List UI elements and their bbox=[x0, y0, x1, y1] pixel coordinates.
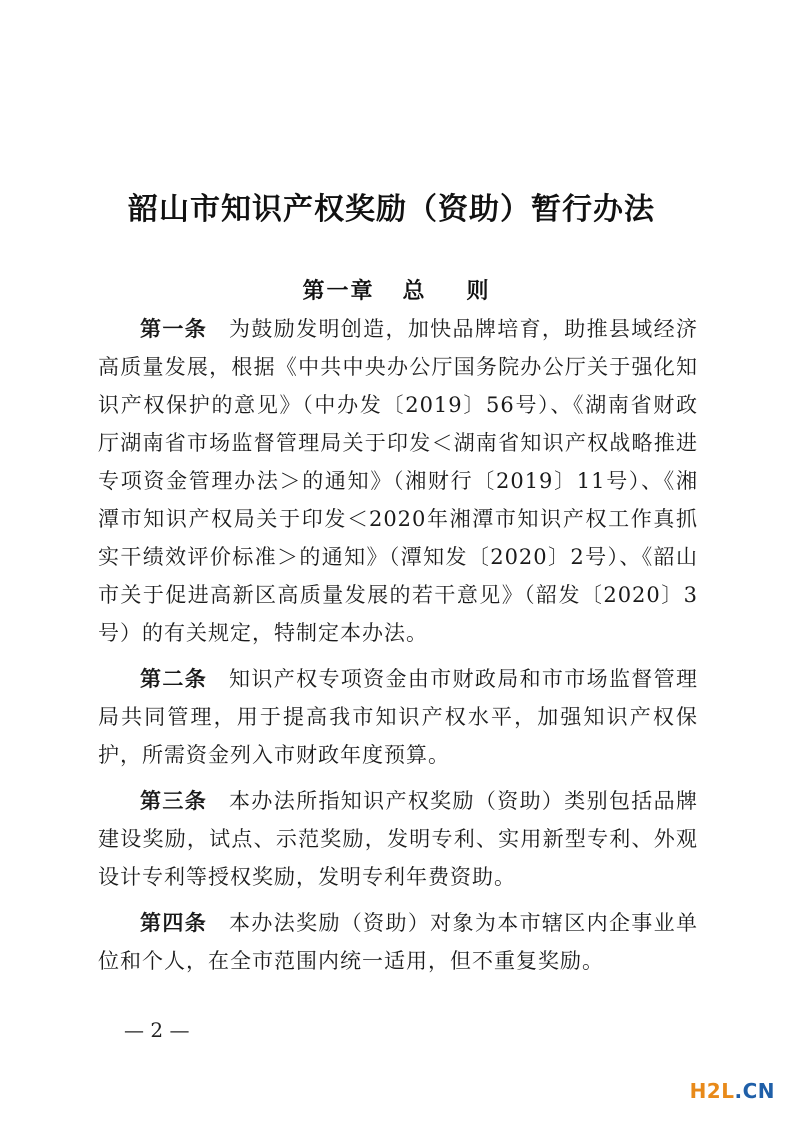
article-text: 本办法奖励（资助）对象为本市辖区内企事业单位和个人，在全市范围内统一适用，但不重复奖励。 bbox=[98, 911, 699, 973]
article-2 bbox=[98, 660, 698, 774]
chapter-heading bbox=[0, 274, 793, 305]
article-label: 第三条 bbox=[140, 788, 208, 813]
watermark-part-dot: . bbox=[734, 1079, 743, 1103]
site-watermark-logo bbox=[690, 1079, 775, 1103]
article-1 bbox=[98, 310, 698, 652]
document-body bbox=[98, 310, 698, 988]
article-4 bbox=[98, 904, 698, 980]
chapter-word-1: 总 bbox=[402, 278, 427, 304]
article-text: 为鼓励发明创造，加快品牌培育，助推县域经济高质量发展，根据《中共中央办公厅国务院办公厅关于强化知识产权保护的意见》（中办发〔2019〕56号）、《湖南省财政厅湖南省市场监督管理局关于印发＜湖南省知识产权战略推进专项资金管理办法＞的通知》（湘财行〔2019〕11号）、《湘潭市知识产权局关于印发＜2020年湘潭市知识产权工作真抓实干绩效评价标准＞的通知》（潭知发〔2020〕2号）、《韶山市关于促进高新区高质量发展的若干意见》（韶发〔2020〕3号）的有关规定，特制定本办法。 bbox=[98, 317, 699, 645]
article-3 bbox=[98, 782, 698, 896]
article-label: 第一条 bbox=[140, 316, 208, 341]
article-text: 本办法所指知识产权奖励（资助）类别包括品牌建设奖励，试点、示范奖励，发明专利、实用新型专利、外观设计专利等授权奖励，发明专利年费资助。 bbox=[98, 789, 699, 889]
article-label: 第四条 bbox=[140, 910, 208, 935]
chapter-prefix: 第一章 bbox=[302, 278, 375, 304]
article-label: 第二条 bbox=[140, 666, 208, 691]
watermark-part-cn: CN bbox=[742, 1079, 775, 1103]
document-title: 韶山市知识产权奖励（资助）暂行办法 bbox=[128, 192, 655, 227]
article-text: 知识产权专项资金由市财政局和市市场监督管理局共同管理，用于提高我市知识产权水平，加强知识产权保护，所需资金列入市财政年度预算。 bbox=[98, 667, 699, 767]
chapter-word-2: 则 bbox=[466, 278, 491, 304]
watermark-part-h2l: H2L bbox=[689, 1079, 735, 1103]
page-number: — 2 — bbox=[124, 1018, 190, 1042]
